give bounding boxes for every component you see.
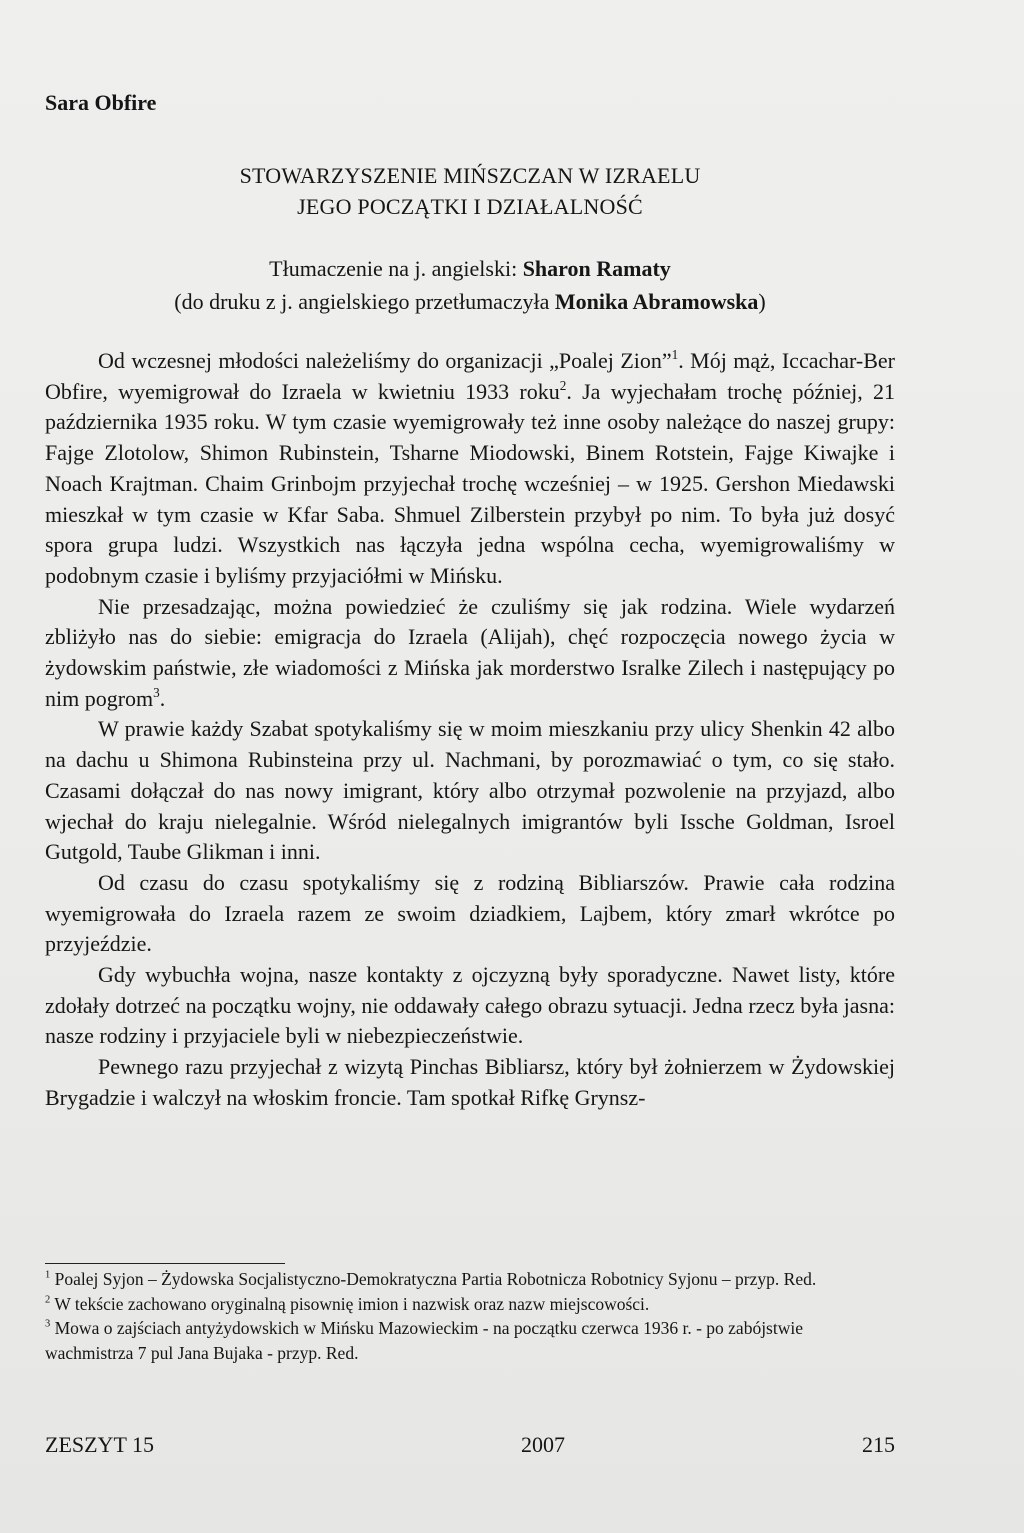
- credits-polish-label: (do druku z j. angielskiego przetłumaczyła: [174, 289, 555, 314]
- body-paragraph: [45, 592, 895, 715]
- footnote-number: 1: [45, 1269, 51, 1281]
- footnote-ref-3: 3: [153, 684, 160, 700]
- credits-closing-paren: ): [758, 289, 766, 314]
- footnote-number: 3: [45, 1318, 51, 1330]
- body-paragraph: Od czasu do czasu spotykaliśmy się z rodziną Bibliarszów. Prawie cała rodzina wyemigrowała do Izraela razem ze swoim dziadkiem, Lajbem, który zmarł wkrótce po przyjeździe.: [45, 869, 895, 957]
- credits-line-2: [45, 285, 895, 318]
- body-paragraph: Pewnego razu przyjechał z wizytą Pinchas Bibliarsz, który był żołnierzem w Żydowskiej Brygadzie i walczył na włoskim froncie. Tam spotkał Rifkę Grynsz-: [45, 1054, 895, 1110]
- body-text-run: . Mój mąż, Iccachar-Ber Obfire, wyemigrował do Izraela w kwietniu 1933 roku: [45, 348, 895, 404]
- footnote-item: [45, 1267, 895, 1292]
- title-line-1: STOWARZYSZENIE MIŃSZCZAN W IZRAELU: [239, 163, 701, 188]
- footnotes: [45, 1267, 895, 1365]
- footnote-ref-1: 1: [671, 346, 679, 362]
- body-text-run: Nie przesadzając, można powiedzieć że czuliśmy się jak rodzina. Wiele wydarzeń zbliżyło nas do siebie: emigracja do Izraela (Alijah), chęć rozpoczęcia nowego życia w żydowskim państwie, złe wiadomości z Mińska jak morderstwo Isralke Zilech i następujący po nim pogrom: [45, 593, 895, 711]
- credits-polish-translator-name: Monika Abramowska: [554, 289, 759, 314]
- footer-year: 2007: [520, 1432, 565, 1457]
- body-paragraph: Gdy wybuchła wojna, nasze kontakty z ojczyzną były sporadyczne. Nawet listy, które zdołały dotrzeć na początku wojny, nie oddawały całego obrazu sytuacji. Jedna rzecz była jasna: nasze rodziny i przyjaciele byli w niebezpieczeństwie.: [45, 962, 895, 1049]
- footnote-item: [45, 1292, 895, 1317]
- footer-issue: ZESZYT 15: [45, 1432, 154, 1457]
- footnote-text: W tekście zachowano oryginalną pisownię imion i nazwisk oraz nazw miejscowości.: [54, 1293, 650, 1314]
- footnote-text: Mowa o zajściach antyżydowskich w Mińsku Mazowieckim - na początku czerwca 1936 r. - po zabójstwie wachmistrza 7 pul Jana Bujaka - przyp. Red.: [45, 1318, 803, 1363]
- body-text-run: .: [159, 685, 166, 711]
- footnote-ref-2: 2: [559, 377, 567, 393]
- title-line-2: JEGO POCZĄTKI I DZIAŁALNOŚĆ: [297, 194, 643, 219]
- translation-credits: [45, 252, 895, 318]
- credits-translator-name: Sharon Ramaty: [522, 256, 671, 281]
- body-text-run: . Ja wyjechałam trochę później, 21 października 1935 roku. W tym czasie wyemigrowały też inne osoby należące do naszej grupy: Fajge Zlotolow, Shimon Rubinstein, Tsharne Miodowski, Binem Rotstein, Fajge Kiwajke i Noach Krajtman. Chaim Grinbojm przyjechał trochę wcześniej – w 1925. Gershon Miedawski mieszkał w tym czasie w Kfar Saba. Shmuel Zilberstein przybył po nim. To była już dosyć spora grupa ludzi. Wszystkich nas łączyła jedna wspólna cecha, wyemigrowaliśmy w podobnym czasie i byliśmy przyjaciółmi w Mińsku.: [45, 378, 895, 588]
- body-paragraph: W prawie każdy Szabat spotykaliśmy się w moim mieszkaniu przy ulicy Shenkin 42 albo na dachu u Shimona Rubinsteina przy ul. Nachmani, by porozmawiać o tym, co się stało. Czasami dołączał do nas nowy imigrant, który albo otrzymał pozwolenie na przyjazd, albo wjechał do kraju nielegalnie. Wśród nielegalnych imigrantów byli Issche Goldman, Isroel Gutgold, Taube Glikman i inni.: [45, 716, 895, 865]
- author-name: Sara Obfire: [45, 90, 157, 115]
- article-title: [45, 160, 895, 222]
- footnote-item: [45, 1316, 895, 1365]
- credits-translator-label: Tłumaczenie na j. angielski:: [269, 256, 523, 281]
- credits-line-1: [45, 252, 895, 285]
- body-text-run: Od wczesnej młodości należeliśmy do organizacji „Poalej Zion”: [98, 348, 672, 373]
- body-paragraph: [45, 346, 895, 592]
- footnote-divider: [45, 1263, 285, 1264]
- footnote-number: 2: [45, 1294, 51, 1306]
- footnote-text: Poalej Syjon – Żydowska Socjalistyczno-Demokratyczna Partia Robotnicza Robotnicy Syjonu – przyp. Red.: [54, 1269, 817, 1289]
- page-footer: [45, 1432, 895, 1458]
- article-body: [45, 346, 895, 1114]
- page-number: 215: [861, 1432, 895, 1457]
